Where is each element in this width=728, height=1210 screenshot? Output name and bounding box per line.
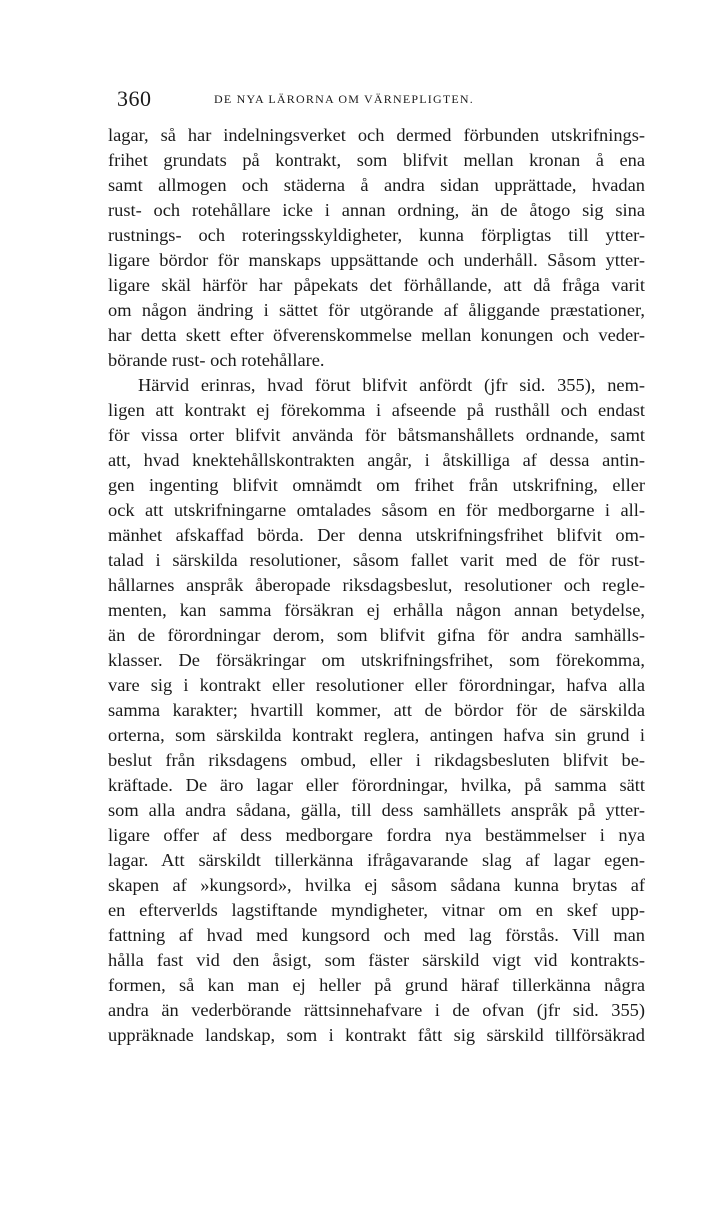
text-line: rust- och rotehållare icke i annan ordning, än de åtogo sig sina	[108, 200, 645, 220]
text-line: klasser. De försäkringar om utskrifningsfrihet, som förekomma,	[108, 650, 645, 670]
page-number: 360	[117, 86, 152, 111]
text-line: har detta skett efter öfverenskommelse mellan konungen och veder-	[108, 325, 645, 345]
text-line: menten, kan samma försäkran ej erhålla någon annan betydelse,	[108, 600, 645, 620]
running-title: DE NYA LÄRORNA OM VÄRNEPLIGTEN.	[214, 92, 474, 106]
text-line: Härvid erinras, hvad förut blifvit anfördt (jfr sid. 355), nem-	[138, 375, 645, 395]
text-line: andra än vederbörande rättsinnehafvare i de ofvan (jfr sid. 355)	[108, 1000, 645, 1020]
text-line: än de förordningar derom, som blifvit gifna för andra samhälls-	[108, 625, 645, 645]
text-line: ock att utskrifningarne omtalades såsom en för medborgarne i all-	[108, 500, 645, 520]
text-line: kräftade. De äro lagar eller förordningar, hvilka, på samma sätt	[108, 775, 645, 795]
text-line: mänhet afskaffad börda. Der denna utskrifningsfrihet blifvit om-	[108, 525, 645, 545]
text-line: samt allmogen och städerna å andra sidan upprättade, hvadan	[108, 175, 645, 195]
text-line: gen ingenting blifvit omnämdt om frihet från utskrifning, eller	[108, 475, 645, 495]
text-line: om någon ändring i sättet för utgörande af åliggande præstationer,	[108, 300, 645, 320]
text-line: ligare skäl härför har påpekats det förhållande, att då fråga varit	[108, 275, 645, 295]
text-line: formen, så kan man ej heller på grund häraf tillerkänna några	[108, 975, 645, 995]
text-line: ligare bördor för manskaps uppsättande och underhåll. Såsom ytter-	[108, 250, 645, 270]
text-line: orterna, som särskilda kontrakt reglera, antingen hafva sin grund i	[108, 725, 645, 745]
text-line: för vissa orter blifvit använda för båtsmanshållets ordnande, samt	[108, 425, 645, 445]
page-header	[117, 86, 677, 110]
text-line: att, hvad knektehållskontrakten angår, i åtskilliga af dessa antin-	[108, 450, 645, 470]
text-line: rustnings- och roteringsskyldigheter, kunna förpligtas till ytter-	[108, 225, 645, 245]
text-line: hållarnes anspråk åberopade riksdagsbeslut, resolutioner och regle-	[108, 575, 645, 595]
text-line: ligen att kontrakt ej förekomma i afseende på rusthåll och endast	[108, 400, 645, 420]
text-line: hålla fast vid den åsigt, som fäster särskild vigt vid kontrakts-	[108, 950, 645, 970]
text-line: vare sig i kontrakt eller resolutioner eller förordningar, hafva alla	[108, 675, 645, 695]
text-line: som alla andra sådana, gälla, till dess samhällets anspråk på ytter-	[108, 800, 645, 820]
text-line: uppräknade landskap, som i kontrakt fått sig särskild tillförsäkrad	[108, 1025, 645, 1045]
text-line: en efterverlds lagstiftande myndigheter, vitnar om en skef upp-	[108, 900, 645, 920]
text-line: börande rust- och rotehållare.	[108, 350, 325, 370]
text-line: lagar. Att särskildt tillerkänna ifrågavarande slag af lagar egen-	[108, 850, 645, 870]
text-line: lagar, så har indelningsverket och dermed förbunden utskrifnings-	[108, 125, 645, 145]
text-line: beslut från riksdagens ombud, eller i rikdagsbesluten blifvit be-	[108, 750, 645, 770]
text-line: skapen af »kungsord», hvilka ej såsom sådana kunna brytas af	[108, 875, 645, 895]
text-line: frihet grundats på kontrakt, som blifvit mellan kronan å ena	[108, 150, 645, 170]
text-line: ligare offer af dess medborgare fordra nya bestämmelser i nya	[108, 825, 645, 845]
text-line: fattning af hvad med kungsord och med lag förstås. Vill man	[108, 925, 645, 945]
text-line: samma karakter; hvartill kommer, att de bördor för de särskilda	[108, 700, 645, 720]
text-line: talad i särskilda resolutioner, såsom fallet varit med de för rust-	[108, 550, 645, 570]
